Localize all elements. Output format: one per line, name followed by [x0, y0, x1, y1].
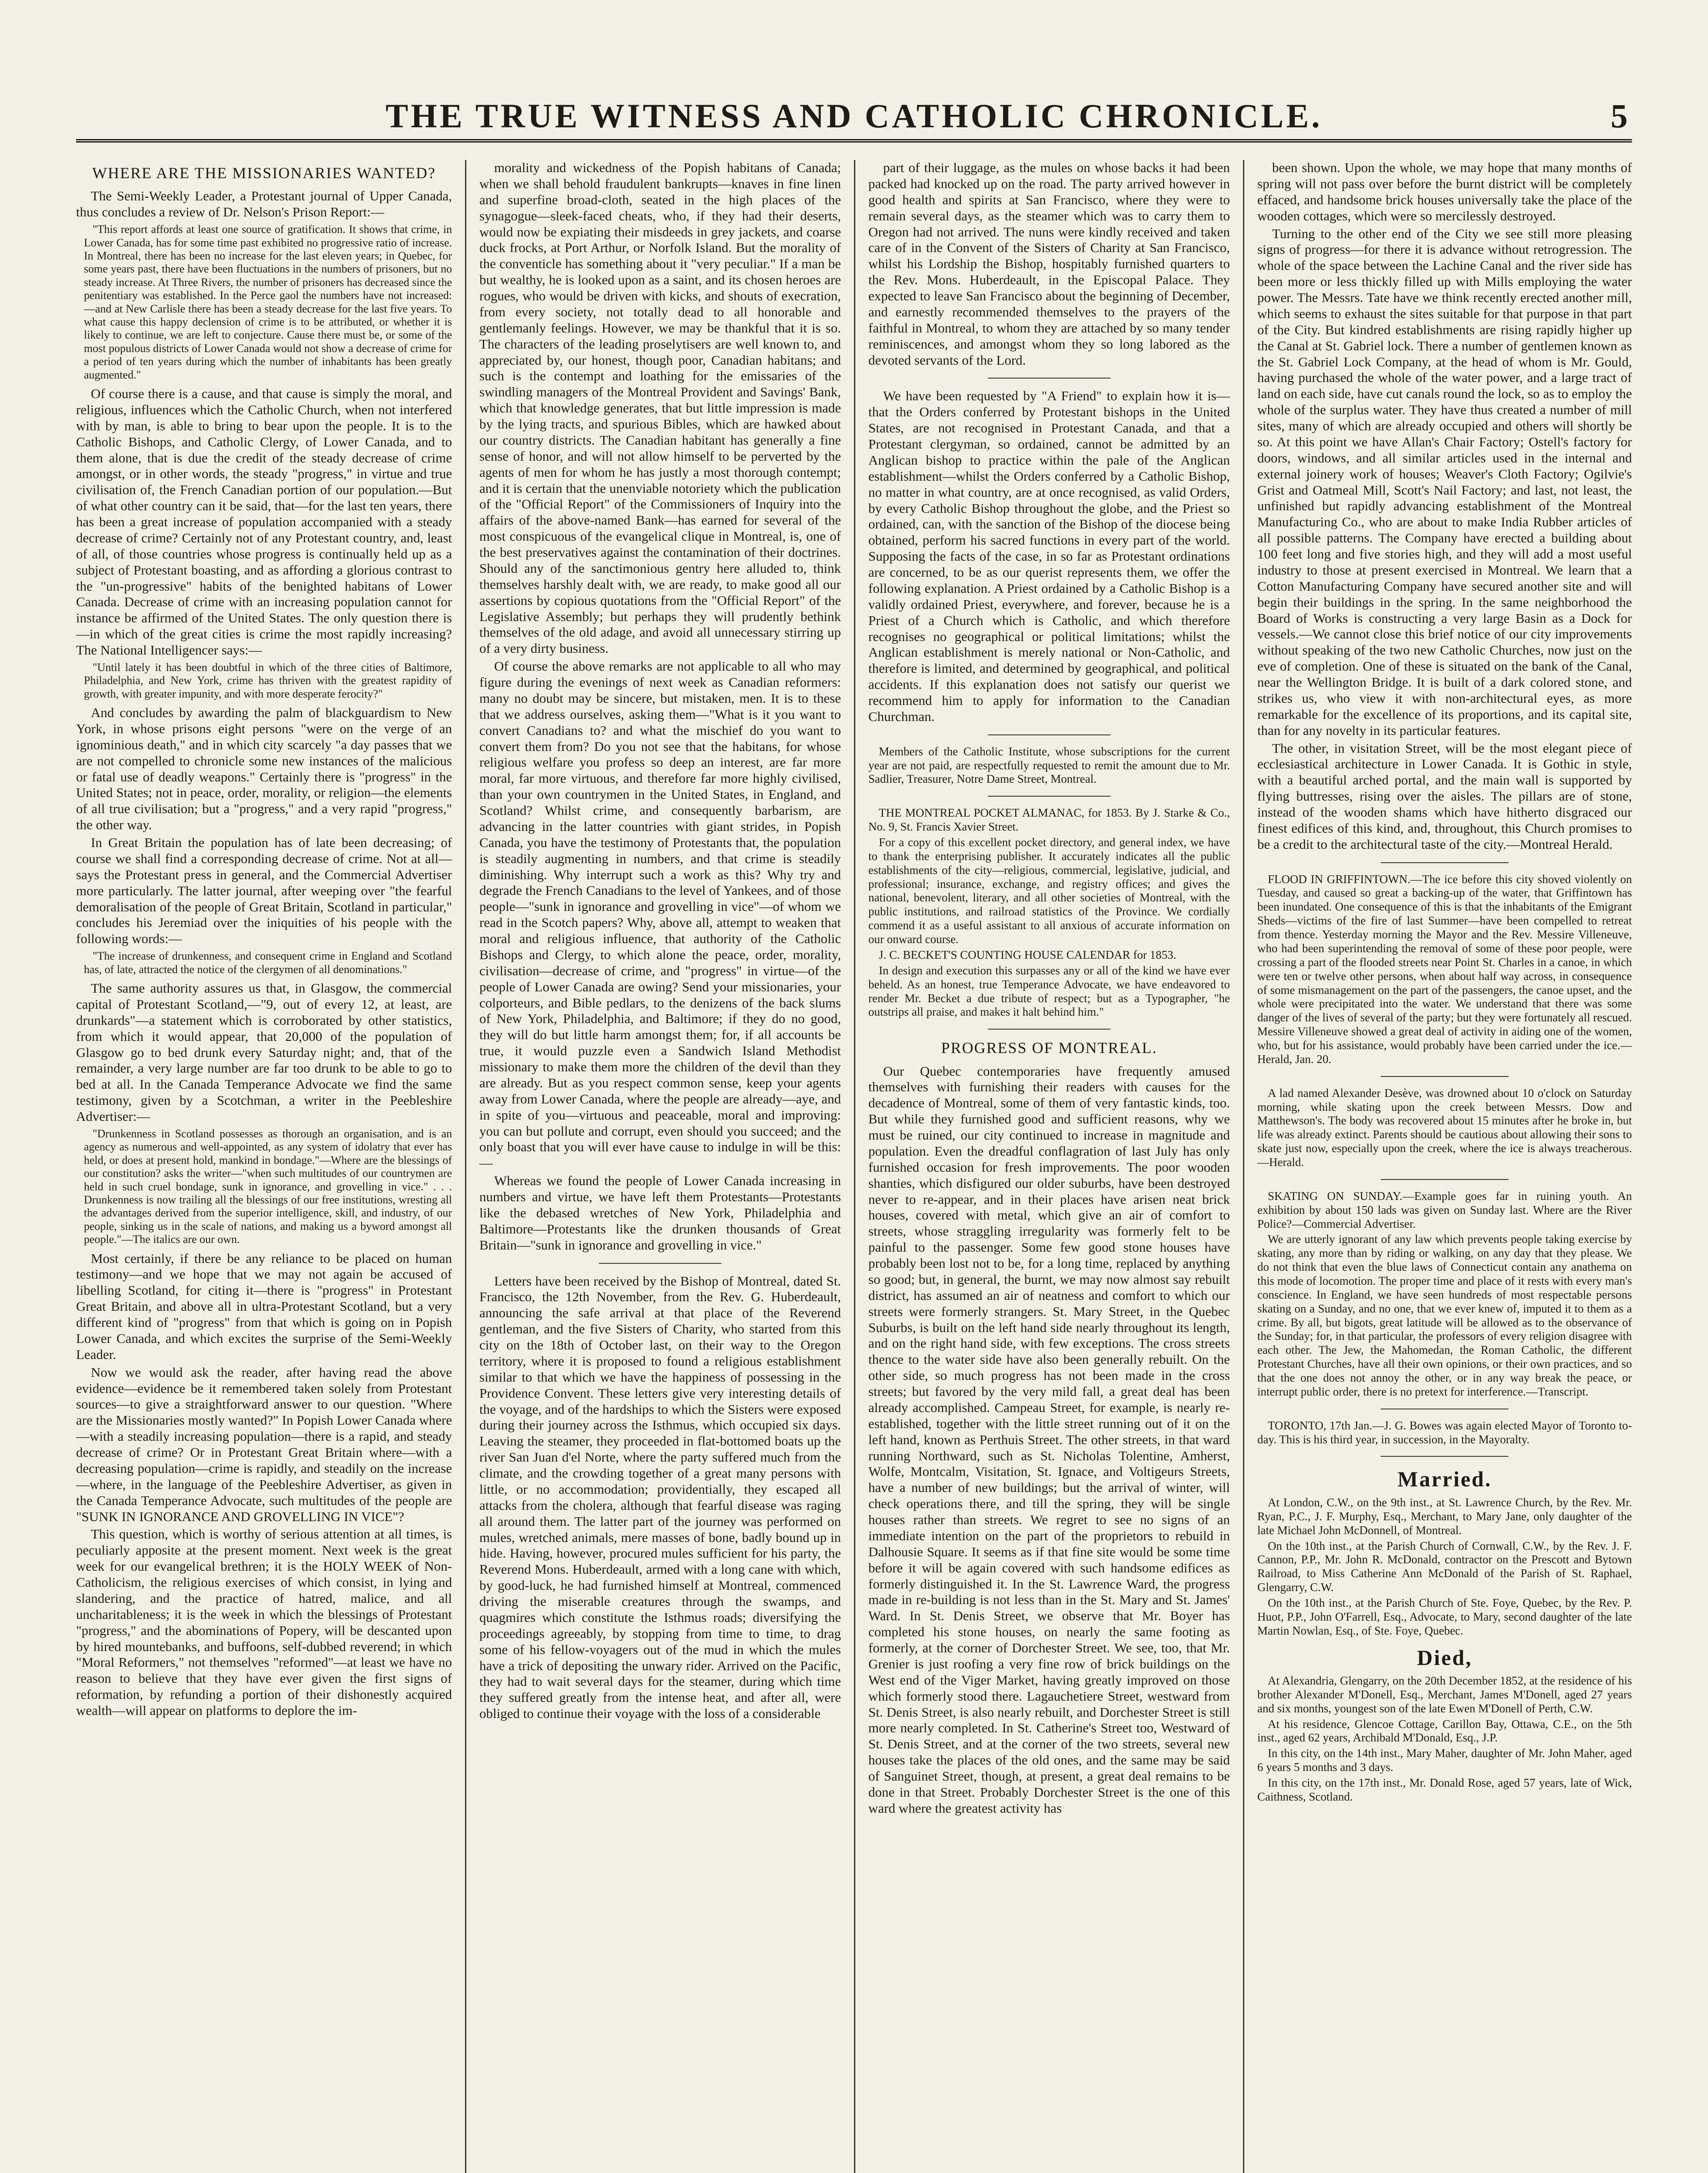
- section-divider: [988, 734, 1111, 735]
- article-paragraph: This question, which is worthy of serious attention at all times, is peculiarly apposite at the present moment. Next week is the great week for our evangelical brethren; it is the HOLY WEEK of Non-Catholicism, the religious exercises of which consist, in lying and slandering, and the practice of hatred, malice, and all uncharitableness; it is the week in which the blessings of Protestant "progress," and the abominations of Popery, will be descanted upon by hired mountebanks, and buffoons, self-dubbed reverend; in which "Moral Reformers," not themselves "reformed"—at least we have no reason to believe that they have ever given the first signs of reformation, by refunding a portion of their dishonestly acquired wealth—will appear on platforms to deplore the im-: [76, 1526, 452, 1718]
- article-paragraph: morality and wickedness of the Popish habitans of Canada; when we shall behold fraudulent bankrupts—knaves in fine linen and superfine broad-cloth, seated in the high places of the synagogue—sleek-faced cheats, who, if they had their deserts, would now be expiating their misdeeds in grey jackets, and coarse duck frocks, at Port Arthur, or Norfolk Island. But the morality of the conventicle has something about it "very peculiar." If a man be but wealthy, he is looked upon as a saint, and its chosen heroes are rogues, who would be driven with kicks, and shouts of execration, from every society, not totally dead to all honorable and gentlemanly feelings. However, we may be thankful that it is so. The characters of the leading proselytisers are well known to, and appreciated by, our honest, though poor, Canadian habitans; and such is the contempt and loathing for the emissaries of the swindling managers of the Montreal Provident and Savings' Bank, which that knowledge generates, that but little impression is made by the lying tracts, and spurious Bibles, which are hawked about our country districts. The Canadian habitant has generally a fine sense of honor, and will not allow himself to be perverted by the agents of men for whom he has justly a most thorough contempt; and it is certain that the unenviable notoriety which the publication of the "Official Report" of the Commissioners of Inquiry into the affairs of the above-named Bank—has earned for several of the most conspicuous of the evangelical clique in Montreal, is, one of the best preservatives against the contamination of their doctrines. Should any of the sanctimonious gentry here alluded to, think themselves harshly dealt with, we are ready, to make good all our assertions by copious quotations from the "Official Report" of the Legislative Assembly; but perhaps they will prudently bethink themselves of the old adage, and avoid all unnecessary stirring up of a very dirty business.: [479, 160, 841, 656]
- section-divider: [988, 378, 1111, 379]
- notice-paragraph: For a copy of this excellent pocket directory, and general index, we have to thank the enterprising publisher. It accurately indicates all the public establishments of the city—religious, commercial, legislative, judicial, and professional; insurance, exchange, and registry offices; and gives the national, benevolent, literary, and all other societies of Montreal, with the public institutions, and railroad statistics of the Province. We cordially commend it as a useful assistant to all anxious of accurate information on our onward course.: [868, 836, 1230, 946]
- article-paragraph: In Great Britain the population has of late been decreasing; of course we shall find a corresponding decrease of crime. Not at all—says the Protestant press in general, and the Commercial Advertiser more particularly. The latter journal, after weeping over "the fearful demoralisation of the people of Great Britain, Scotland in particular," concludes his Jeremiad over the iniquities of his people with the following words:—: [76, 835, 452, 947]
- news-item: We are utterly ignorant of any law which prevents people taking exercise by skating, any more than by riding or walking, on any day that they please. We do not think that even the blue laws of Connecticut contain any anathema on this mode of locomotion. The proper time and place of it rests with every man's conscience. In England, we have seen hundreds of most respectable persons skating on a Sunday, and no one, that we ever knew of, imputed it to them as a crime. By all, but bigots, great latitude will be allowed as to the observance of the Sunday; for, in that particular, the professors of every religion disagree with each other. The Jew, the Mahomedan, the Roman Catholic, the different Protestant Churches, have all their own opinions, or their own practices, and so that the one does not annoy the other, or in any way break the peace, or interrupt public order, there is no pretext for interference.—Transcript.: [1257, 1233, 1632, 1398]
- article-paragraph: Letters have been received by the Bishop of Montreal, dated St. Francisco, the 12th November, from the Rev. G. Huberdeault, announcing the safe arrival at that place of the Reverend gentleman, and the five Sisters of Charity, who started from this city on the 18th of October last, on their way to the Oregon territory, where it is proposed to found a religious establishment similar to that which we have the happiness of possessing in the Providence Convent. These letters give very interesting details of the voyage, and of the hardships to which the Sisters were exposed during their journey across the Isthmus, which occupied six days. Leaving the steamer, they proceeded in flat-bottomed boats up the river San Juan d'el Norte, where the party suffered much from the climate, and the crowding together of a great many persons with little, or no accommodation; providentially, they escaped all attacks from the cholera, although that fearful disease was raging all around them. The latter part of the journey was performed on mules, wretched animals, mere masses of bone, badly bound up in hide. Having, however, procured mules sufficient for his party, the Reverend Mons. Huberdeault, armed with a long cane with which, by good-luck, he had furnished himself at Montreal, commenced driving the miserable creatures through the swamps, and quagmires which constitute the Isthmus roads; diversifying the proceedings agreeably, by stopping from time to time, to drag some of his fellow-voyagers out of the mud in which the mules have a trick of depositing the unwary rider. Arrived on the Pacific, they had to wait several days for the steamer, during which time they suffered greatly from the intense heat, and after all, were obliged to continue their voyage with the loss of a considerable: [479, 1273, 841, 1721]
- section-divider: [1381, 1456, 1508, 1457]
- article-paragraph: And concludes by awarding the palm of blackguardism to New York, in whose prisons eight persons "were on the verge of an ignominious death," and in which city scarcely "a day passes that we are not compelled to chronicle some new instances of the malicious or fatal use of deadly weapons." Certainly there is "progress" in the United States; not in peace, order, morality, or religion—the elements of all true civilisation; but a "progress," and a very rapid "progress," the other way.: [76, 705, 452, 833]
- article-paragraph: The other, in visitation Street, will be the most elegant piece of ecclesiastical architecture in Lower Canada. It is Gothic in style, with a beautiful arched portal, and the main wall is supported by flying buttresses, rising over the aisles. The pillars are of stone, instead of the wooden shams which have hitherto disgraced our finest edifices of this kind, and, throughout, this Church promises to be a credit to the architectural taste of the city.—Montreal Herald.: [1257, 740, 1632, 852]
- news-item: SKATING ON SUNDAY.—Example goes far in ruining youth. An exhibition by about 150 lads was given on Sunday last. Where are the River Police?—Commercial Advertiser.: [1257, 1189, 1632, 1230]
- column-1: [76, 160, 465, 2173]
- section-divider: [1381, 1076, 1508, 1077]
- masthead: [76, 91, 1632, 143]
- column-4: [1243, 160, 1632, 2173]
- section-divider: [988, 796, 1111, 797]
- block-quote: "The increase of drunkenness, and consequent crime in England and Scotland has, of late, attracted the notice of the clergymen of all denominations.": [84, 950, 452, 976]
- page-number: 5: [1611, 97, 1628, 135]
- news-item: FLOOD IN GRIFFINTOWN.—The ice before this city shoved violently on Tuesday, and caused so great a backing-up of the water, that Griffintown has been inundated. One consequence of this is that the inhabitants of the Emigrant Sheds—victims of the fire of last Summer—have been compelled to retreat from thence. Yesterday morning the Mayor and the Rev. Messire Villeneuve, who had been superintending the removal of some of these poor people, were crossing a part of the flooded streets near Point St. Charles in a canoe, in which were ten or twelve other persons, when about half way across, in consequence of some mismanagement on the part of the passengers, the canoe upset, and the whole were precipitated into the water. We understand that there was some danger of the lives of several of the party; but they were fortunately all rescued. Messire Villeneuve showed a great deal of activity in aiding one of the women, who, but for his assistance, would probably have been carried under the ice.—Herald, Jan. 20.: [1257, 872, 1632, 1066]
- article-paragraph: The same authority assures us that, in Glasgow, the commercial capital of Protestant Scotland,—"9, out of every 12, at least, are drunkards"—a statement which is corroborated by other statistics, from which it would appear, that 20,000 of the population of Glasgow go to bed drunk every Saturday night; and, that of the remainder, a very large number are far too drunk to be able to go to bed at all. In the Canada Temperance Advocate we find the same testimony, given by a Scotchman, a writer in the Peebleshire Advertiser:—: [76, 980, 452, 1124]
- article-paragraph: Turning to the other end of the City we see still more pleasing signs of progress—for there it is advance without retrogression. The whole of the space between the Lachine Canal and the river side has been more or less thickly filled up with Mills employing the water power. The Messrs. Tate have we think recently erected another mill, which seems to exhaust the sites suitable for that purpose in that part of the City. But kindred establishments are rising rapidly higher up the Canal at St. Gabriel lock. There a number of gentlemen known as the St. Gabriel Lock Company, at the head of whom is Mr. Gould, having purchased the whole of the water power, and a large tract of land on each side, have cut canals round the lock, so as to employ the whole of the surplus water. They have thus created a number of mill sites, many of which are already occupied and others will shortly be so. At this point we have Allan's Chair Factory; Ostell's factory for doors, windows, and all similar articles used in the internal and external joinery work of houses; Weaver's Cloth Factory; Ogilvie's Grist and Oatmeal Mill, Scott's Nail Factory; and last, not least, the unfinished but rapidly advancing establishment of the Montreal Manufacturing Co., who are about to make India Rubber articles of all possible patterns. The Company have erected a building about 100 feet long and five stories high, and they will add a most useful industry to those at present exercised in Montreal. We learn that a Cotton Manufacturing Company have secured another site and will begin their buildings in the spring. In the same neighborhood the Board of Works is constructing a very large Basin as a Dock for vessels.—We cannot close this brief notice of our city improvements without speaking of the two new Catholic Churches, now just on the eve of completion. One of these is situated on the bank of the Canal, near the Wellington Bridge. It is built of a dark colored stone, and strikes us, who view it with non-architectural eyes, as more remarkable for the excellence of its proportions, and its capital site, than for any novelty in its particular features.: [1257, 226, 1632, 738]
- death-notice: In this city, on the 17th inst., Mr. Donald Rose, aged 57 years, late of Wick, Caithness, Scotland.: [1257, 1776, 1632, 1803]
- article-paragraph: been shown. Upon the whole, we may hope that many months of spring will not pass over before the burnt district will be completely effaced, and handsome brick houses universally take the place of the wooden cottages, which were so mercilessly destroyed.: [1257, 160, 1632, 223]
- article-heading-missionaries: WHERE ARE THE MISSIONARIES WANTED?: [92, 164, 436, 182]
- news-item: TORONTO, 17th Jan.—J. G. Bowes was again elected Mayor of Toronto to-day. This is his third year, in succession, in the Mayoralty.: [1257, 1419, 1632, 1446]
- article-paragraph: We have been requested by "A Friend" to explain how it is—that the Orders conferred by Protestant bishops in the United States, are not recognised in Protestant Canada, and that a Protestant clergyman, so ordained, cannot be admitted by an Anglican bishop to practice within the pale of the Anglican establishment—whilst the Orders conferred by a Catholic Bishop, no matter in what country, are at once recognised, as valid Orders, by every Catholic Bishop throughout the globe, and the Priest so ordained, can, with the sanction of the Bishop of the diocese being obtained, perform his sacred functions in every part of the world. Supposing the facts of the case, in so far as Protestant ordinations are concerned, to be as our querist represents them, we offer the following explanation. A Priest ordained by a Catholic Bishop is a validly ordained Priest, everywhere, and forever, because he is a Priest of a Church which is Catholic, and which therefore recognises no geographical or political limitations; whilst the Anglican establishment is merely national or Non-Catholic, and therefore is limited, and determined by geographical, and political accidents. If this explanation does not satisfy our querist we recommend him to apply for information to the Canadian Churchman.: [868, 388, 1230, 724]
- death-notice: In this city, on the 14th inst., Mary Maher, daughter of Mr. John Maher, aged 6 years 5 months and 3 days.: [1257, 1747, 1632, 1774]
- married-heading: Married.: [1397, 1467, 1492, 1492]
- notice-paragraph: THE MONTREAL POCKET ALMANAC, for 1853. By J. Starke & Co., No. 9, St. Francis Xavier Street.: [868, 806, 1230, 834]
- block-quote: "Drunkenness in Scotland possesses as thorough an organisation, and is an agency as numerous and well-appointed, as any system of idolatry that ever has held, or does at present hold, mankind in bondage."—Where are the blessings of our constitution? asks the writer—"when such multitudes of our countrymen are held in such cruel bondage, sunk in ignorance, and grovelling in vice." . . . Drunkenness is now trailing all the blessings of our free institutions, wresting all the advantages derived from the superior intelligence, skill, and industry, of our people, sinking us in the scale of nations, and making us a byword amongst all people."—The italics are our own.: [84, 1127, 452, 1246]
- article-paragraph: Now we would ask the reader, after having read the above evidence—evidence be it remembered taken solely from Protestant sources—to give a straightforward answer to our question. "Where are the Missionaries mostly wanted?" In Popish Lower Canada where—with a steadily increasing population—there is a rapid, and steady decrease of crime? Or in Protestant Great Britain where—with a decreasing population—crime is rapidly, and steadily on the increase—where, in the language of the Peebleshire Advertiser, as given in the Canada Temperance Advocate, such multitudes of the people are "SUNK IN IGNORANCE AND GROVELLING IN VICE"?: [76, 1364, 452, 1524]
- article-paragraph: Most certainly, if there be any reliance to be placed on human testimony—and we hope that we may not again be accused of libelling Scotland, for citing it—there is "progress" in Protestant Great Britain, and above all in ultra-Protestant Scotland, but a very different kind of "progress" from that which is going on in Popish Lower Canada, and which excites the surprise of the Semi-Weekly Leader.: [76, 1250, 452, 1362]
- article-paragraph: The Semi-Weekly Leader, a Protestant journal of Upper Canada, thus concludes a review of Dr. Nelson's Prison Report:—: [76, 188, 452, 220]
- section-divider: [1381, 1179, 1508, 1180]
- article-paragraph: Of course the above remarks are not applicable to all who may figure during the evenings of next week as Canadian reformers: many no doubt may be sincere, but mistaken, men. It is to these that we address ourselves, asking them—"What is it you want to convert Canadians to? and what the mischief do you want to convert them from? Do you not see that the habitans, for whose religious welfare you profess so deep an interest, are far more moral, far more virtuous, and therefore far more highly civilised, than your own countrymen in the United States, in England, and Scotland? Whilst crime, and consequently barbarism, are advancing in the latter countries with giant strides, in Popish Canada, you have the testimony of Protestants that, the population is steadily augmenting in numbers, and that crime is steadily diminishing. Why interrupt such a work as this? Why try and degrade the French Canadians to the level of Yankees, and of those people—"sunk in ignorance and grovelling in vice"—of whom we read in the Scotch papers? Why, above all, attempt to weaken that moral and religious influence, that authority of the Catholic Bishops and Clergy, to which alone the peace, order, morality, civilisation—decrease of crime, and "progress" in virtue—of the people of Lower Canada are owing? Send your missionaries, your colporteurs, and Bible pedlars, to the denizens of the back slums of New York, Philadelphia, and Baltimore; if they do no good, they will do but little harm amongst them; for, if all accounts be true, it would puzzle even a Sandwich Island Methodist missionary to make them more the children of the devil than they are already. But as you respect common sense, keep your agents away from Lower Canada, where the people are already—aye, and in spite of you—virtuous and peaceable, moral and improving: you can but pollute and corrupt, even should you succeed; and the only boast that you will ever have cause to indulge in will be this:—: [479, 658, 841, 1171]
- notice-paragraph: In design and execution this surpasses any or all of the kind we have ever beheld. As an honest, true Temperance Advocate, we have endeavored to render Mr. Becket a due tribute of respect; but as a Typographer, "he outstrips all praise, and makes it halt behind him.": [868, 964, 1230, 1019]
- notice-paragraph: J. C. BECKET'S COUNTING HOUSE CALENDAR for 1853.: [879, 948, 1176, 961]
- article-paragraph: part of their luggage, as the mules on whose backs it had been packed had knocked up on the road. The party arrived however in good health and spirits at San Francisco, where they were to remain several days, as the steamer which was to carry them to Oregon had not arrived. The nuns were kindly received and taken care of in the Convent of the Sisters of Charity at San Francisco, whilst his Lordship the Bishop, hospitably furnished quarters to the Rev. Mons. Huberdeault, in the Episcopal Palace. They expected to leave San Francisco about the beginning of December, and earnestly recommended themselves to the prayers of the faithful in Montreal, to whom they are attached by so many tender reminiscences, and amongst whom they so long labored as the devoted servants of the Lord.: [868, 160, 1230, 368]
- masthead-title: THE TRUE WITNESS AND CATHOLIC CHRONICLE.: [385, 97, 1323, 135]
- marriage-notice: At London, C.W., on the 9th inst., at St. Lawrence Church, by the Rev. Mr. Ryan, P.C., J. F. Murphy, Esq., Merchant, to Mary Jane, only daughter of the late Michael John McDonnell, of Montreal.: [1257, 1495, 1632, 1537]
- article-paragraph: Whereas we found the people of Lower Canada increasing in numbers and virtue, we have left them Protestants—Protestants like the debased wretches of New York, Philadelphia and Baltimore—Protestants like the drunken thousands of Great Britain—"sunk in ignorance and grovelling in vice.": [479, 1173, 841, 1253]
- notice-paragraph: Members of the Catholic Institute, whose subscriptions for the current year are not paid, are respectfully requested to remit the amount due to Mr. Sadlier, Treasurer, Notre Dame Street, Montreal.: [868, 744, 1230, 786]
- news-item: A lad named Alexander Desève, was drowned about 10 o'clock on Saturday morning, while skating upon the creek between Messrs. Dow and Matthewson's. The body was recovered about 15 minutes after he broke in, but life was already extinct. Parents should be cautious about allowing their sons to skate just now, especially upon the creek, where the ice is always treacherous.—Herald.: [1257, 1086, 1632, 1169]
- block-quote: "This report affords at least one source of gratification. It shows that crime, in Lower Canada, has for some time past exhibited no progressive ratio of increase. In Montreal, there has been no increase for the last eleven years; in Quebec, for some years past, there have been fluctuations in the numbers of prisoners, but no steady increase. At Three Rivers, the number of prisoners has decreased since the penitentiary was established. In the Perce gaol the numbers have not increased:—and at New Carlisle there has been a steady decrease for the last five years. To what cause this happy declension of crime is to be attributed, or whether it is likely to continue, we are left to conjecture. Cause there must be, or some of the most populous districts of Lower Canada would not show a decrease of crime for a period of ten years during which the number of inhabitants has been greatly augmented.": [84, 223, 452, 381]
- section-divider: [988, 1029, 1111, 1030]
- section-divider: [1381, 862, 1508, 863]
- column-2: [465, 160, 854, 2173]
- block-quote: "Until lately it has been doubtful in which of the three cities of Baltimore, Philadelphia, and New York, crime has thriven with the greatest rapidity of growth, with greater impunity, and with more desperate ferocity?": [84, 661, 452, 700]
- column-3: [854, 160, 1243, 2173]
- columns: [76, 160, 1632, 2173]
- death-notice: At his residence, Glencoe Cottage, Carillon Bay, Ottawa, C.E., on the 5th inst., aged 62 years, Archibald M'Donald, Esq., J.P.: [1257, 1717, 1632, 1744]
- section-divider: [599, 1263, 722, 1264]
- article-heading-progress: PROGRESS OF MONTREAL.: [941, 1039, 1157, 1057]
- death-notice: At Alexandria, Glengarry, on the 20th December 1852, at the residence of his brother Alexander M'Donell, Esq., Merchant, James M'Donell, aged 27 years and six months, youngest son of the late Ewen M'Donell of Perth, C.W.: [1257, 1674, 1632, 1715]
- marriage-notice: On the 10th inst., at the Parish Church of Cornwall, C.W., by the Rev. J. F. Cannon, P.P., Mr. John R. McDonald, contractor on the Prescott and Bytown Railroad, to Miss Catherine Ann McDonald of the Parish of St. Raphael, Glengarry, C.W.: [1257, 1539, 1632, 1594]
- died-heading: Died,: [1417, 1645, 1472, 1670]
- marriage-notice: On the 10th inst., at the Parish Church of Ste. Foye, Quebec, by the Rev. P. Huot, P.P., John O'Farrell, Esq., Advocate, to Mary, second daughter of the late Martin Nowlan, Esq., of Ste. Foye, Quebec.: [1257, 1596, 1632, 1637]
- article-paragraph: Our Quebec contemporaries have frequently amused themselves with furnishing their readers with causes for the decadence of Montreal, some of them of very fantastic kinds, too. But while they furnished good and sufficient reasons, why we must be ruined, our city continued to increase in magnitude and population. Even the dreadful conflagration of last July has only furnished occasion for fresh improvements. The poor wooden shanties, which disfigured our older suburbs, have been destroyed never to re-appear, and in their places have arisen neat brick houses, covered with metal, which give an air of comfort to streets, whose straggling irregularity was formerly felt to be painful to the passenger. Some few good stone houses have probably been lost not to be, for a long time, replaced by anything so good; but, in general, the burnt, we may now almost say rebuilt district, has assumed an air of neatness and comfort to which our streets were formerly strangers. St. Mary Street, in the Quebec Suburbs, is built on the left hand side nearly throughout its length, and on the right hand side, with few exceptions. The cross streets thence to the water side have also been generally rebuilt. On the other side, so much progress has not been made in the cross streets; but favored by the very mild fall, a great deal has been already accomplished. Campeau Street, for example, is nearly re-established, together with the little street running out of it on the left hand, known as Perthuis Street. The other streets, in that ward running Northward, such as St. Nicholas Tolentine, Amherst, Wolfe, Montcalm, Visitation, St. Ignace, and Voltigeurs Streets, have a number of new buildings; but the arrival of winter, will check operations there, and till the spring, they will be single houses rather than streets. We regret to see no signs of an immediate intention on the part of the proprietors to rebuild in Dalhousie Square. It seems as if that fine site would be some time before it will be again covered with such handsome edifices as formerly distinguished it. In the St. Lawrence Ward, the progress made in re-building is not less than in the St. Mary and St. James' Ward. In St. Denis Street, we observe that Mr. Boyer has completed his stone houses, on nearly the same footing as formerly, at the corner of Dorchester Street. We see, too, that Mr. Grenier is just roofing a very fine row of brick buildings on the West end of the Viger Market, having greatly improved on those which formerly stood there. Lagauchetiere Street, westward from St. Denis Street, is also nearly rebuilt, and Dorchester Street is still more nearly completed. In St. Catherine's Street too, Westward of St. Denis Street, and at the corner of the two streets, several new houses take the places of the old ones, and the same may be said of Sanguinet Street, though, at present, a great deal remains to be done in that Street. Probably Dorchester Street is the one of this ward where the greatest activity has: [868, 1063, 1230, 1816]
- article-paragraph: Of course there is a cause, and that cause is simply the moral, and religious, influences which the Catholic Church, when not interfered with by man, is able to bring to bear upon the people. It is to the Catholic Bishops, and Catholic Clergy, of Lower Canada, and to them alone, that is due the credit of the steady decrease of crime amongst, or in other words, the steady "progress," in virtue and true civilisation of, the French Canadian portion of our population.—But of what other country can it be said, that—for the last ten years, there has been a great increase of population accompanied with a steady decrease of crime? Certainly not of any Protestant country, and, least of all, of those countries whose progress is continually held up as a subject of Protestant boasting, and as affording a glorious contrast to the "un-progressive" habits of the benighted habitans of Lower Canada. Decrease of crime with an increasing population cannot for instance be affirmed of the United States. The only question there is—in which of the great cities is crime the most rapidly increasing? The National Intelligencer says:—: [76, 386, 452, 658]
